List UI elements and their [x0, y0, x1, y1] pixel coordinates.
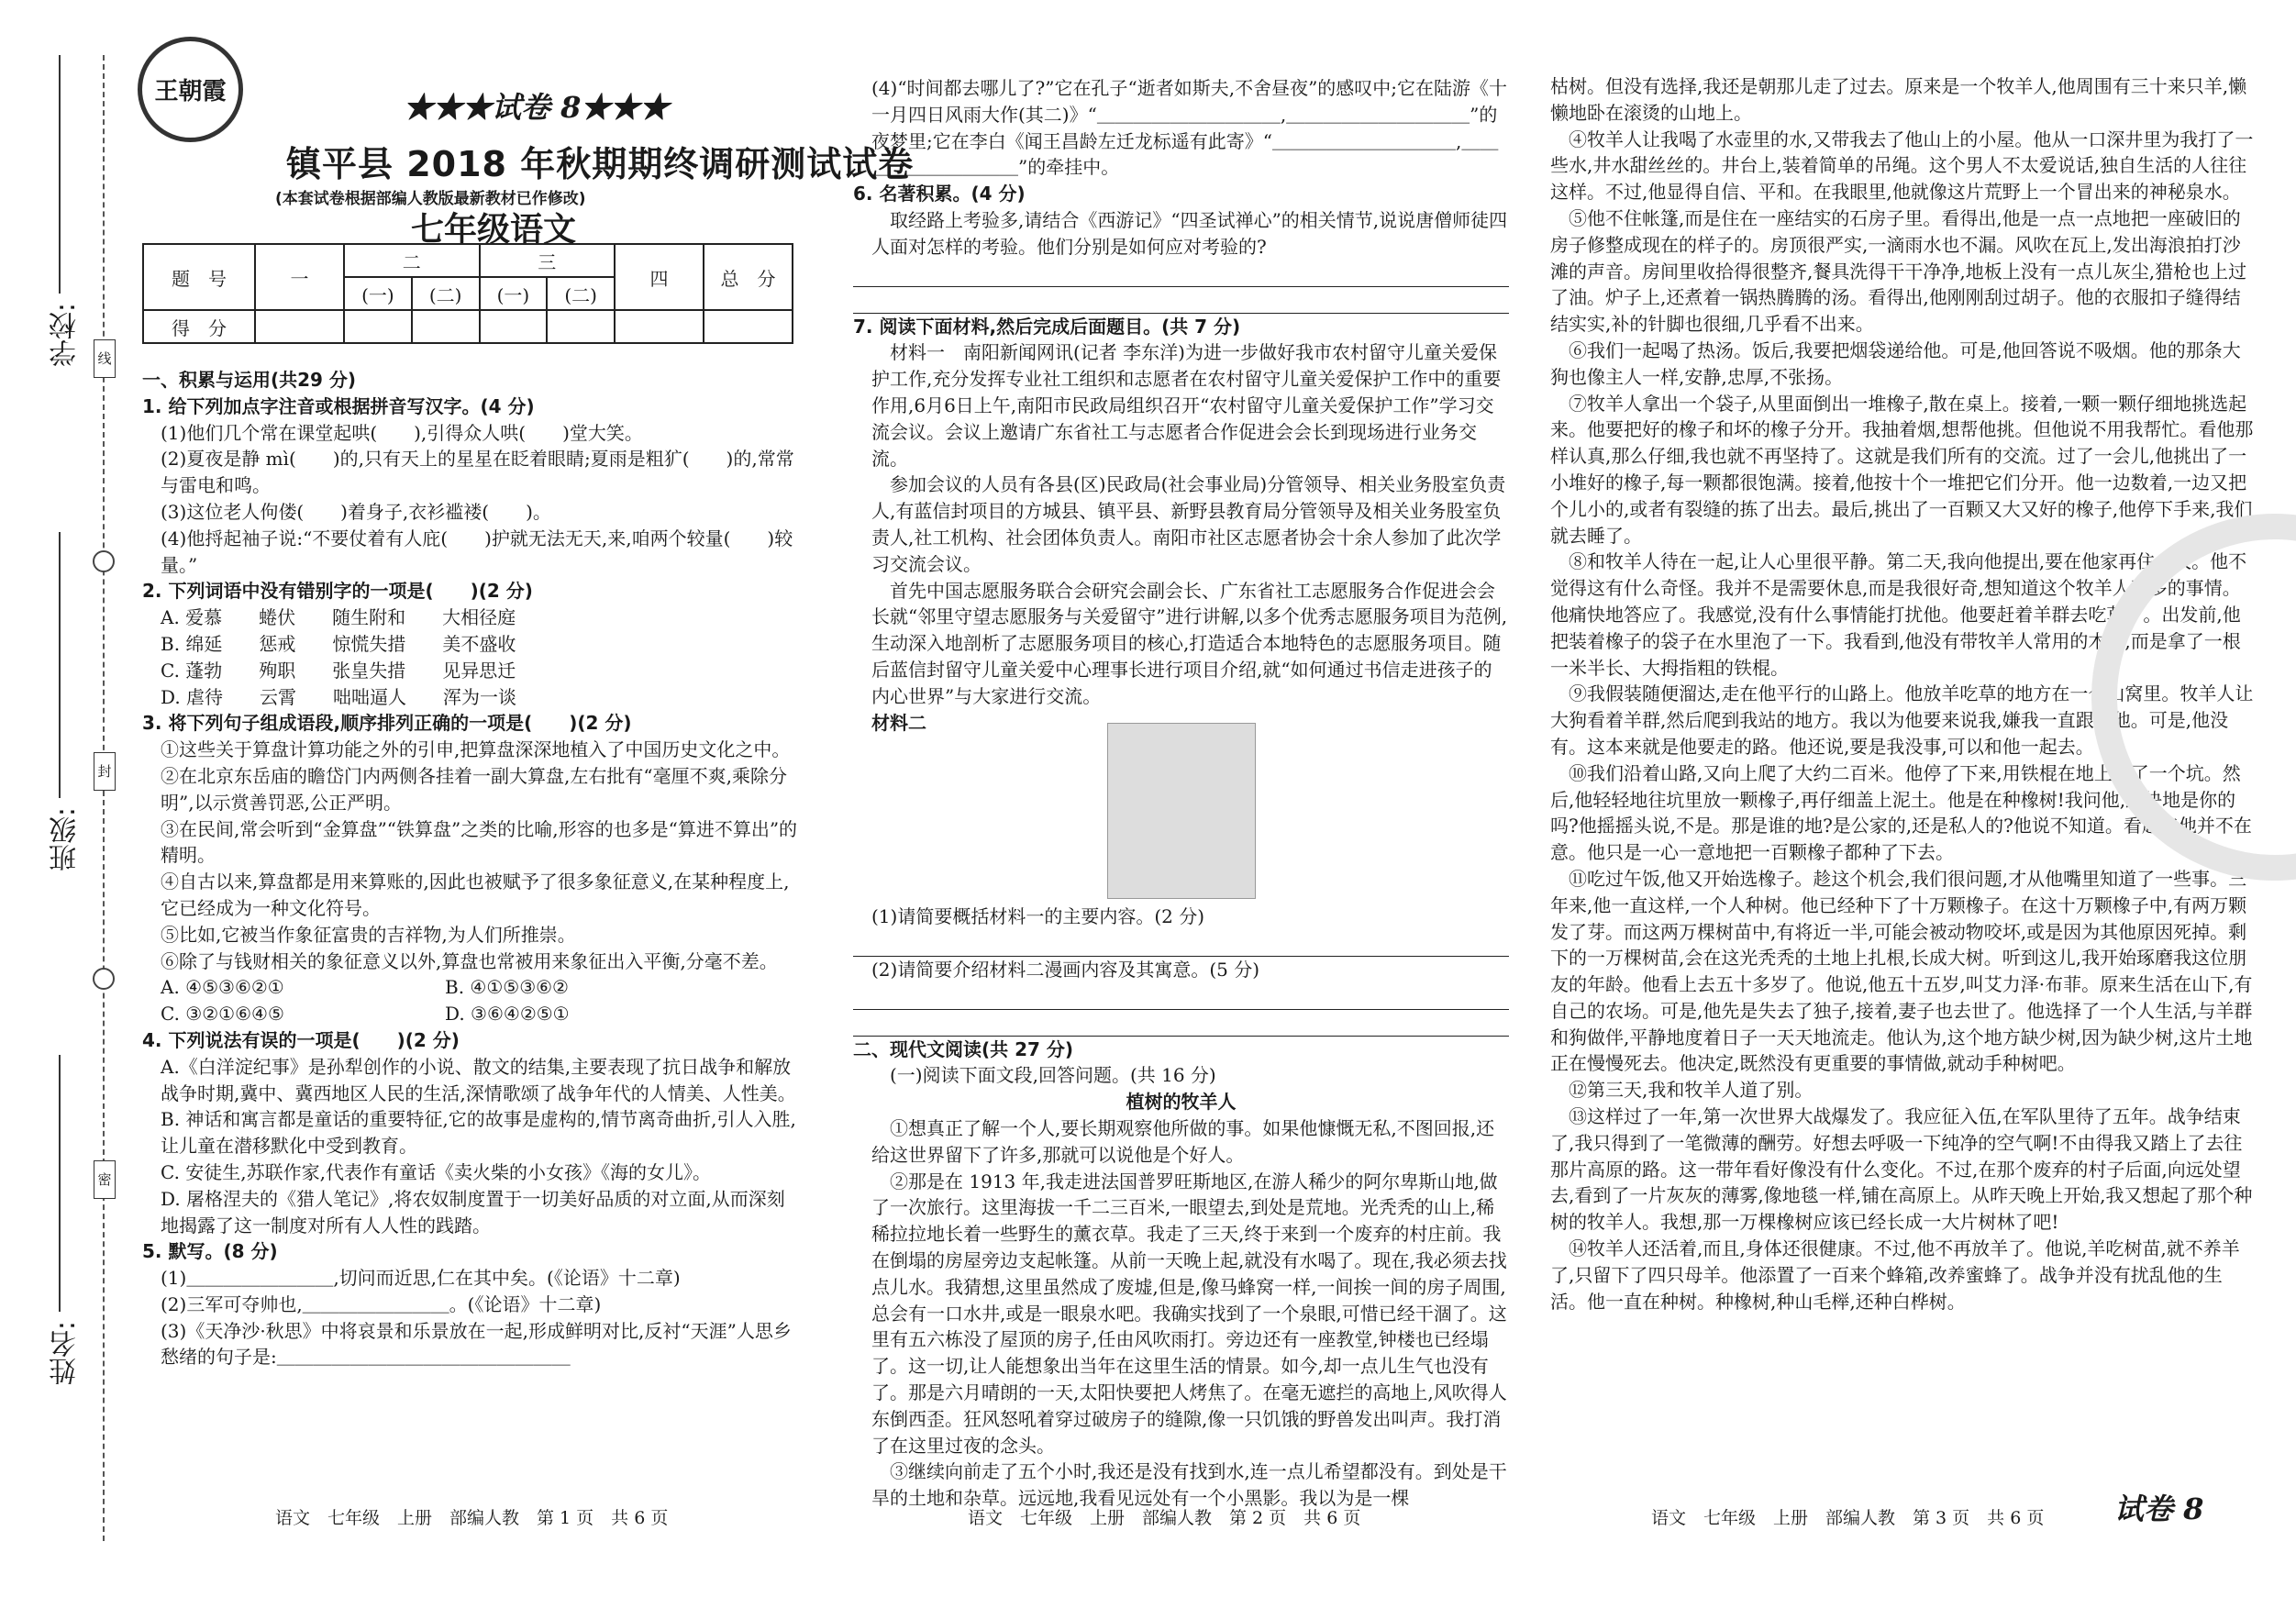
footer-page-3: 语文 七年级 上册 部编人教 第 3 页 共 6 页 [1651, 1508, 2045, 1528]
question-text: 首先中国志愿服务联合会研究会副会长、广东省社工志愿服务合作促进会会长就“邻里守望志愿服务与关爱留守”进行讲解,以多个优秀志愿服务项目为范例,生动深入地剖析了志愿服务项目的核心,打造适合本地特色的志愿服务项目。随后蓝信封留守儿童关爱中心理事长进行项目介绍,就“如何通过书信走进孩子的内心世界”与大家进行交流。 [871, 579, 1508, 707]
score-header: 题 号 [143, 244, 255, 310]
question-text: ⑤他不住帐篷,而是住在一座结实的石房子里。看得出,他是一点一点地把一座破旧的房子修整成现在的样子的。房顶很严实,一滴雨水也不漏。风吹在瓦上,发出海浪拍打沙滩的声音。房间里收拾得很整齐,餐具洗得干干净净,地板上没有一点儿灰尘,猎枪也上过了油。炉子上,还煮着一锅热腾腾的汤。看得出,他刚刚刮过胡子。他的衣服扣子缝得结结实实,补的针脚也很细,几乎看不出来。 [1550, 206, 2247, 336]
class-field[interactable] [59, 532, 61, 798]
question-text: ⑥我们一起喝了热汤。饭后,我要把烟袋递给他。可是,他回答说不吸烟。他的那条大狗也像主人一样,安静,忠厚,不张扬。 [1550, 338, 2241, 388]
question-text: ⑨我假装随便溜达,走在他平行的山路上。他放羊吃草的地方在一个山窝里。牧羊人让大狗看着羊群,然后爬到我站的地方。我以为他要来说我,嫌我一直跟着他。可是,他没有。这本来就是他要走的路。他还说,要是我没事,可以和他一起去。 [1550, 682, 2254, 758]
question-text: ①想真正了解一个人,要长期观察他所做的事。如果他慷慨无私,不图回报,还给这世界留下了许多,那就可以说他是个好人。 [871, 1116, 1495, 1166]
question-text: 枯树。但没有选择,我还是朝那儿走了过去。原来是一个牧羊人,他周围有三十来只羊,懒懒地卧在滚烫的山地上。 [1550, 75, 2247, 124]
cartoon-image [1107, 723, 1256, 899]
option: D. ③⑥④②⑤① [445, 1003, 570, 1026]
school-label: 学校: [50, 303, 82, 368]
score-header: 三 [480, 244, 616, 277]
column-2-top [853, 75, 1509, 736]
question-text: ⑦牧羊人拿出一个袋子,从里面倒出一堆橡子,散在桌上。接着,一颗一颗仔细地挑选起来。他要把好的橡子和坏的橡子分开。我抽着烟,想帮他挑。但他说不用我帮忙。看他那样认真,那么仔细,我也就不再坚持了。这就是我们所有的交流。过了一会儿,他挑出了一小堆好的橡子,每一颗都很饱满。接着,他按十个一堆把它们分开。他一边数着,一边又把个儿小的,或者有裂缝的拣了出去。最后,挑出了一百颗又大又好的橡子,他停下手来,我们就去睡了。 [1550, 392, 2254, 547]
question-text: ①这些关于算盘计算功能之外的引申,把算盘深深地植入了中国历史文化之中。 [161, 738, 791, 761]
option: C. ③②①⑥④⑤ [161, 1003, 284, 1026]
column-2-bottom [853, 904, 1509, 1512]
seal-char-1: 线 [94, 339, 116, 378]
footer-page-2: 语文 七年级 上册 部编人教 第 2 页 共 6 页 [968, 1508, 1361, 1528]
question-text: (一)阅读下面文段,回答问题。(共 16 分) [871, 1064, 1216, 1087]
binding-hole [93, 550, 115, 572]
question-heading: 1. 给下列加点字注音或根据拼音写汉字。(4 分) [142, 394, 535, 417]
passage-title: 植树的牧羊人 [1126, 1091, 1237, 1114]
answer-line[interactable] [853, 287, 1509, 314]
question-heading: 二、现代文阅读(共 27 分) [853, 1037, 1074, 1060]
column-1 [138, 0, 798, 1597]
question-text: ③继续向前走了五个小时,我还是没有找到水,连一点儿希望都没有。到处是干旱的土地和杂草。远远地,我看见远处有一个小黑影。我以为是一棵 [871, 1460, 1507, 1510]
question-text: ③在民间,常会听到“金算盘”“铁算盘”之类的比喻,形容的也多是“算进不算出”的精明。 [161, 817, 798, 867]
answer-line[interactable] [853, 261, 1509, 287]
seal-char-2: 封 [94, 752, 116, 791]
column-1-content [142, 367, 798, 1370]
name-field[interactable] [59, 1055, 61, 1312]
question-text: A.《白洋淀纪事》是孙犁创作的小说、散文的结集,主要表现了抗日战争和解放战争时期,冀中、冀西地区人民的生活,深情歌颂了战争年代的人情美、人性美。 [161, 1055, 796, 1104]
question-heading: 7. 阅读下面材料,然后完成后面题目。(共 7 分) [853, 315, 1241, 338]
exam-note: (本套试卷根据部编人教版最新教材已作修改) [275, 190, 586, 208]
question-text: ⑧和牧羊人待在一起,让人心里很平静。第二天,我向他提出,要在他家再住一天。他不觉得这有什么奇怪。我并不是需要休息,而是我很好奇,想知道这个牧羊人更多的事情。他痛快地答应了。我感觉,没有什么事情能打扰他。他要赶着羊群去吃草了。出发前,他把装着橡子的袋子在水里泡了一下。我看到,他没有带牧羊人常用的木棍,而是拿了一根一米半长、大拇指粗的铁棍。 [1550, 550, 2247, 679]
class-label: 班级: [50, 807, 82, 872]
question-text: D. 虐待 云霄 咄咄逼人 浑为一谈 [161, 685, 517, 708]
score-row-label: 得 分 [143, 310, 255, 343]
question-heading: 6. 名著积累。(4 分) [853, 183, 1026, 205]
question-text: (2)请简要介绍材料二漫画内容及其寓意。(5 分) [871, 958, 1260, 981]
question-text: (4)“时间都去哪儿了?”它在孔子“逝者如斯夫,不舍昼夜”的感叹中;它在陆游《十一月四日风雨大作(其二)》“＿＿＿＿＿＿＿＿＿＿,＿＿＿＿＿＿＿＿＿＿”的夜梦里;它在李白《闻王昌龄左迁龙标遥有此寄》“＿＿＿＿＿＿＿＿＿＿,＿＿＿＿＿＿＿＿＿＿”的牵挂中。 [871, 77, 1508, 179]
question-text: ⑬这样过了一年,第一次世界大战爆发了。我应征入伍,在军队里待了五年。战争结束了,我只得到了一笔微薄的酬劳。好想去呼吸一下纯净的空气啊!不由得我又踏上了去往那片高原的路。这一带年看好像没有什么变化。不过,在那个废弃的村子后面,向远处望去,看到了一片灰灰的薄雾,像地毯一样,铺在高原上。从昨天晚上开始,我又想起了那个种树的牧羊人。我想,那一万棵橡树应该已经长成一大片树林了吧! [1550, 1105, 2253, 1234]
binding-hole [93, 968, 115, 990]
score-subheader: (二) [547, 277, 615, 310]
score-subheader: (一) [344, 277, 412, 310]
question-text: (3)这位老人佝偻( )着身子,衣衫褴褛( )。 [161, 500, 551, 523]
answer-line[interactable] [853, 983, 1509, 1010]
option-row [142, 1001, 798, 1027]
score-header: 总 分 [704, 244, 793, 310]
column-2 [853, 0, 1509, 1597]
question-text: ⑭牧羊人还活着,而且,身体还很健康。不过,他不再放羊了。他说,羊吃树苗,就不养羊了,只留下了四只母羊。他添置了一百来个蜂箱,改养蜜蜂了。战争并没有扰乱他的生活。他一直在种树。种橡树,种山毛榉,还种白桦树。 [1550, 1237, 2240, 1313]
exam-title: 镇平县 2018 年秋期期终调研测试试卷 [286, 144, 915, 184]
score-header: 二 [344, 244, 480, 277]
answer-line[interactable] [853, 1010, 1509, 1037]
question-text: ⑥除了与钱财相关的象征意义以外,算盘也常被用来象征出入平衡,分毫不差。 [161, 949, 778, 972]
score-header: 一 [255, 244, 344, 310]
question-text: 材料一 南阳新闻网讯(记者 李东洋)为进一步做好我市农村留守儿童关爱保护工作,充分发挥专业社工组织和志愿者在农村留守儿童关爱保护工作中的重要作用,6月6日上午,南阳市民政局组织召开“农村留守儿童关爱保护工作”学习交流会议。会议上邀请广东省社工与志愿者合作促进会会长到现场进行业务交流。 [871, 341, 1502, 470]
question-text: D. 屠格涅夫的《猎人笔记》,将农奴制度置于一切美好品质的对立面,从而深刻地揭露了这一制度对所有人人性的践踏。 [161, 1187, 785, 1237]
question-heading: 5. 默写。(8 分) [142, 1240, 278, 1263]
option: B. ④①⑤③⑥② [445, 976, 569, 999]
binding-margin [0, 0, 138, 1597]
question-text: ⑤比如,它被当作象征富贵的吉祥物,为人们所推崇。 [161, 923, 576, 946]
question-text: ⑫第三天,我和牧羊人道了别。 [1550, 1079, 1814, 1102]
question-text: ④牧羊人让我喝了水壶里的水,又带我去了他山上的小屋。他从一口深井里为我打了一些水,井水甜丝丝的。井台上,装着简单的吊绳。这个男人不太爱说话,独自生活的人往往这样。不过,他显得自信、平和。在我眼里,他就像这片荒野上一个冒出来的神秘泉水。 [1550, 128, 2254, 204]
question-text: ⑩我们沿着山路,又向上爬了大约二百米。他停了下来,用铁棍在地上戳了一个坑。然后,他轻轻地往坑里放一颗橡子,再仔细盖上泥土。他是在种橡树!我问他,这块地是你的吗?他摇摇头说,不是。那是谁的地?是公家的,还是私人的?他说不知道。看起来他并不在意。他只是一心一意地把一百颗橡子都种了下去。 [1550, 761, 2252, 864]
score-header: 四 [615, 244, 704, 310]
seal-char-3: 密 [94, 1160, 116, 1199]
question-text: ⑪吃过午饭,他又开始选橡子。趁这个机会,我们很问题,才从他嘴里知道了一些事。三年来,他一直这样,一个人种树。他已经种下了十万颗橡子。在这十万颗橡子中,有两万颗发了芽。而这两万棵树苗中,有将近一半,可能会被动物咬坏,或是因为其他原因死掉。剩下的一万棵树苗,会在这光秃秃的土地上扎根,长成大树。听到这儿,我开始琢磨我这位朋友的年龄。他看上去五十多岁了。他说,他五十五岁,叫艾力泽·布菲。原来生活在山下,有自己的农场。可是,他先是失去了独子,接着,妻子也去世了。他选择了一个人生活,与羊群和狗做伴,平静地度着日子一天天地流走。他认为,这个地方缺少树,因为缺少树,这片土地正在慢慢死去。他决定,既然没有更重要的事情做,就动手种树吧。 [1550, 867, 2253, 1075]
question-heading: 4. 下列说法有误的一项是( )(2 分) [142, 1028, 460, 1051]
question-heading: 3. 将下列句子组成语段,顺序排列正确的一项是( )(2 分) [142, 712, 632, 735]
question-text: 参加会议的人员有各县(区)民政局(社会事业局)分管领导、相关业务股室负责人,有蓝信封项目的方城县、镇平县、新野县教育局分管领导及相关业务股室负责人,社工机构、社会团体负责人。南阳市社区志愿者协会十余人参加了此次学习交流会议。 [871, 473, 1506, 575]
question-text: 取经路上考验多,请结合《西游记》“四圣试禅心”的相关情节,说说唐僧师徒四人面对怎样的考验。他们分别是如何应对考验的? [871, 208, 1508, 258]
question-text: A. 爱慕 蜷伏 随生附和 大相径庭 [161, 606, 516, 629]
question-text: (2)夏夜是静 mì( )的,只有天上的星星在眨着眼睛;夏雨是粗犷( )的,常常与雷电和鸣。 [161, 448, 794, 497]
question-text: ②那是在 1913 年,我走进法国普罗旺斯地区,在游人稀少的阿尔卑斯山地,做了一次旅行。这里海拔一千二三百米,一眼望去,到处是荒地。光秃秃的山上,稀稀拉拉地长着一些野生的薰衣草。我走了三天,终于来到一个废弃的村庄前。我在倒塌的房屋旁边支起帐篷。从前一天晚上起,就没有水喝了。现在,我必须去找点儿水。我猜想,这里虽然成了废墟,但是,像马蜂窝一样,一间挨一间的房子周围,总会有一口水井,或是一眼泉水吧。我确实找到了一个泉眼,可惜已经干涸了。这里有五六栋没了屋顶的房子,任由风吹雨打。旁边还有一座教堂,钟楼也已经塌了。这一切,让人能想象出当年在这里生活的情景。如今,却一点儿生气也没有了。那是六月晴朗的一天,太阳快要把人烤焦了。在毫无遮拦的高地上,风吹得人东倒西歪。狂风怒吼着穿过破房子的缝隙,像一只饥饿的野兽发出叫声。我打消了在这里过夜的念头。 [871, 1170, 1507, 1457]
school-field[interactable] [59, 55, 61, 294]
question-text: (2)三军可夺帅也,＿＿＿＿＿＿＿＿。(《论语》十二章) [161, 1292, 602, 1315]
option-row [142, 974, 798, 1001]
name-label: 姓名: [50, 1321, 82, 1386]
question-heading: 2. 下列词语中没有错别字的一项是( )(2 分) [142, 580, 533, 603]
question-text: ②在北京东岳庙的瞻岱门内两侧各挂着一副大算盘,左右批有“毫厘不爽,乘除分明”,以示赏善罚恶,公正严明。 [161, 764, 787, 814]
question-text: C. 安徒生,苏联作家,代表作有童话《卖火柴的小女孩》《海的女儿》。 [161, 1160, 712, 1183]
question-heading: 一、积累与运用(共29 分) [142, 369, 357, 391]
subject-title: 七年级语文 [411, 211, 577, 249]
question-text: (1)＿＿＿＿＿＿＿＿,切问而近思,仁在其中矣。(《论语》十二章) [161, 1267, 681, 1290]
answer-line[interactable] [853, 930, 1509, 957]
footer-page-1: 语文 七年级 上册 部编人教 第 1 页 共 6 页 [275, 1508, 669, 1528]
question-text: ④自古以来,算盘都是用来算账的,因此也被赋予了很多象征意义,在某种程度上,它已经成为一种文化符号。 [161, 871, 790, 919]
score-subheader: (二) [412, 277, 480, 310]
cut-line [103, 55, 105, 1541]
question-heading: 材料二 [853, 711, 926, 734]
question-text: B. 神话和寓言都是童话的重要特征,它的故事是虚构的,情节离奇曲折,引人入胜,让儿童在潜移默化中受到教育。 [161, 1108, 796, 1158]
score-subheader: (一) [480, 277, 548, 310]
publisher-logo: 王朝霞 [138, 37, 243, 142]
question-text: B. 绵延 惩戒 惊慌失措 美不盛收 [161, 632, 516, 655]
question-text: (1)请简要概括材料一的主要内容。(2 分) [871, 905, 1205, 927]
paper-tag: 试卷 8 [2114, 1492, 2204, 1526]
question-text: (4)他捋起袖子说:“不要仗着有人庇( )护就无法无天,来,咱两个较量( )较量。” [161, 527, 793, 576]
question-text: (1)他们几个常在课堂起哄( ),引得众人哄( )堂大笑。 [161, 421, 643, 444]
question-text: (3)《天净沙·秋思》中将哀景和乐景放在一起,形成鲜明对比,反衬“天涯”人思乡愁绪的句子是:＿＿＿＿＿＿＿＿＿＿＿＿＿＿＿＿ [161, 1319, 792, 1369]
option: A. ④⑤③⑥②① [161, 976, 284, 999]
question-text: C. 蓬勃 殉职 张皇失措 见异思迁 [161, 659, 516, 682]
paper-number: ★★★试卷 8★★★ [404, 90, 670, 125]
